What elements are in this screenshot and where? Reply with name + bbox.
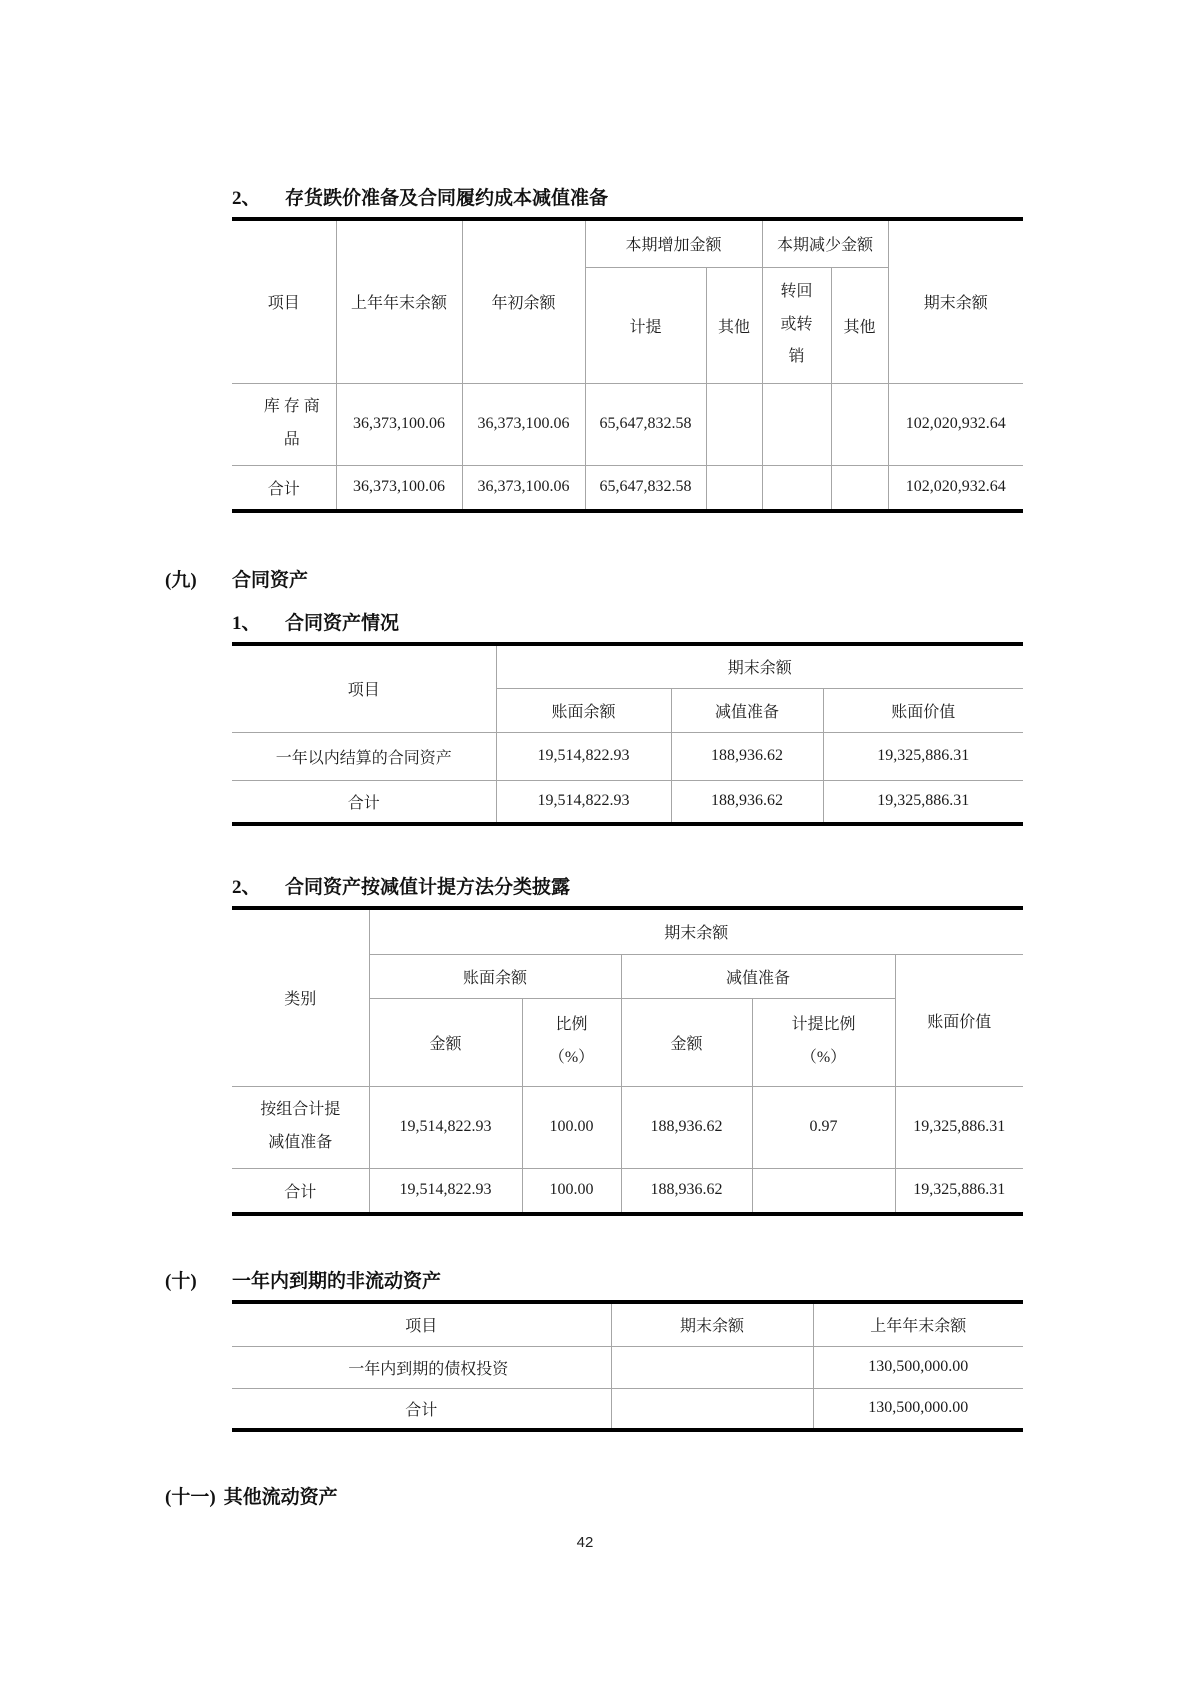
section-title: 一年内到期的非流动资产 (232, 1271, 442, 1292)
section-heading-contract-assets-by-method (232, 872, 1200, 899)
table-row-total (232, 1168, 1023, 1214)
cell-other-decrease (831, 465, 888, 511)
section-title: 合同资产情况 (285, 613, 400, 634)
section-title: 合同资产 (232, 570, 309, 591)
cell-period-end: 102,020,932.64 (888, 465, 1023, 511)
cell-impairment: 188,936.62 (671, 780, 823, 824)
col-header-period-end: 期末余额 (611, 1302, 813, 1346)
col-header-prev-year-end: 上年年末余额 (336, 219, 462, 383)
cell-prev-year-end: 130,500,000.00 (813, 1388, 1023, 1430)
section-number: 1、 (232, 613, 261, 634)
section-heading-contract-assets (165, 565, 1200, 592)
cell-book-value: 19,325,886.31 (895, 1168, 1023, 1214)
col-header-reversal: 转回 或转 销 (762, 267, 831, 383)
row-label-total: 合计 (232, 1388, 611, 1430)
cell-amount-balance: 19,514,822.93 (369, 1086, 522, 1168)
cell-ratio: 100.00 (522, 1168, 621, 1214)
section-heading-other-current-assets (165, 1482, 1200, 1509)
col-header-period-end: 期末余额 (888, 219, 1023, 383)
col-header-increase-group: 本期增加金额 (585, 219, 762, 267)
col-header-other-decrease: 其他 (831, 267, 888, 383)
section-title: 其他流动资产 (223, 1487, 338, 1508)
col-header-impairment-group: 减值准备 (621, 954, 895, 998)
row-label-portfolio-provision: 按组合计提 减值准备 (232, 1086, 369, 1168)
section-number: 2、 (232, 877, 261, 898)
cell-period-end (611, 1388, 813, 1430)
col-header-prev-year-end: 上年年末余额 (813, 1302, 1023, 1346)
cell-prev-year-end: 36,373,100.06 (336, 465, 462, 511)
section-number: 2、 (232, 188, 261, 209)
cell-other-increase (706, 383, 762, 465)
contract-assets-by-method-table (232, 906, 1023, 1216)
cell-book-value: 19,325,886.31 (895, 1086, 1023, 1168)
table-row (232, 1346, 1023, 1388)
section-number: (十一) (165, 1487, 216, 1508)
table-row (232, 732, 1023, 780)
col-header-decrease-group: 本期减少金额 (762, 219, 888, 267)
table-row-total (232, 780, 1023, 824)
cell-ratio: 100.00 (522, 1086, 621, 1168)
col-header-amount-balance: 金额 (369, 998, 522, 1086)
cell-accrual-ratio (752, 1168, 895, 1214)
col-header-book-balance: 账面余额 (496, 688, 671, 732)
cell-year-begin: 36,373,100.06 (462, 383, 585, 465)
cell-reversal (762, 465, 831, 511)
section-heading-inventory-provision (232, 183, 1200, 210)
row-label-total: 合计 (232, 465, 336, 511)
section-number: (九) (165, 570, 197, 591)
contract-assets-table (232, 642, 1023, 826)
table-row (232, 1086, 1023, 1168)
cell-accrual-ratio: 0.97 (752, 1086, 895, 1168)
page-number: 42 (576, 1534, 594, 1551)
cell-year-begin: 36,373,100.06 (462, 465, 585, 511)
col-header-ratio: 比例 （%） (522, 998, 621, 1086)
row-label-inventory-goods: 库 存 商 品 (232, 383, 336, 465)
cell-amount-impairment: 188,936.62 (621, 1086, 752, 1168)
col-header-period-end-group: 期末余额 (496, 644, 1023, 688)
cell-amount-impairment: 188,936.62 (621, 1168, 752, 1214)
row-label-total: 合计 (232, 780, 496, 824)
table-row (232, 383, 1023, 465)
cell-other-increase (706, 465, 762, 511)
table-row-total (232, 465, 1023, 511)
col-header-item: 项目 (232, 1302, 611, 1346)
row-label-debt-investment-due: 一年内到期的债权投资 (232, 1346, 611, 1388)
col-header-item: 项目 (232, 219, 336, 383)
cell-book-value: 19,325,886.31 (823, 732, 1023, 780)
cell-book-value: 19,325,886.31 (823, 780, 1023, 824)
cell-period-end: 102,020,932.64 (888, 383, 1023, 465)
cell-amount-balance: 19,514,822.93 (369, 1168, 522, 1214)
cell-prev-year-end: 130,500,000.00 (813, 1346, 1023, 1388)
cell-other-decrease (831, 383, 888, 465)
col-header-period-end-group: 期末余额 (369, 908, 1023, 954)
col-header-accrual: 计提 (585, 267, 706, 383)
col-header-amount-impairment: 金额 (621, 998, 752, 1086)
col-header-accrual-ratio: 计提比例 （%） (752, 998, 895, 1086)
cell-prev-year-end: 36,373,100.06 (336, 383, 462, 465)
cell-reversal (762, 383, 831, 465)
section-heading-noncurrent-due-one-year (165, 1266, 1200, 1293)
inventory-provision-table (232, 217, 1023, 513)
table-row-total (232, 1388, 1023, 1430)
col-header-book-value: 账面价值 (895, 954, 1023, 1086)
row-label-settled-within-one-year: 一年以内结算的合同资产 (232, 732, 496, 780)
cell-book-balance: 19,514,822.93 (496, 732, 671, 780)
cell-accrual: 65,647,832.58 (585, 383, 706, 465)
section-title: 合同资产按减值计提方法分类披露 (285, 877, 571, 898)
cell-period-end (611, 1346, 813, 1388)
col-header-book-value: 账面价值 (823, 688, 1023, 732)
col-header-impairment: 减值准备 (671, 688, 823, 732)
col-header-year-begin: 年初余额 (462, 219, 585, 383)
noncurrent-assets-due-within-one-year-table (232, 1300, 1023, 1432)
section-heading-contract-assets-status (232, 608, 1200, 635)
col-header-category: 类别 (232, 908, 369, 1086)
col-header-item: 项目 (232, 644, 496, 732)
cell-book-balance: 19,514,822.93 (496, 780, 671, 824)
row-label-total: 合计 (232, 1168, 369, 1214)
section-number: (十) (165, 1271, 197, 1292)
section-title: 存货跌价准备及合同履约成本减值准备 (285, 188, 609, 209)
col-header-other-increase: 其他 (706, 267, 762, 383)
cell-accrual: 65,647,832.58 (585, 465, 706, 511)
cell-impairment: 188,936.62 (671, 732, 823, 780)
col-header-book-balance-group: 账面余额 (369, 954, 621, 998)
